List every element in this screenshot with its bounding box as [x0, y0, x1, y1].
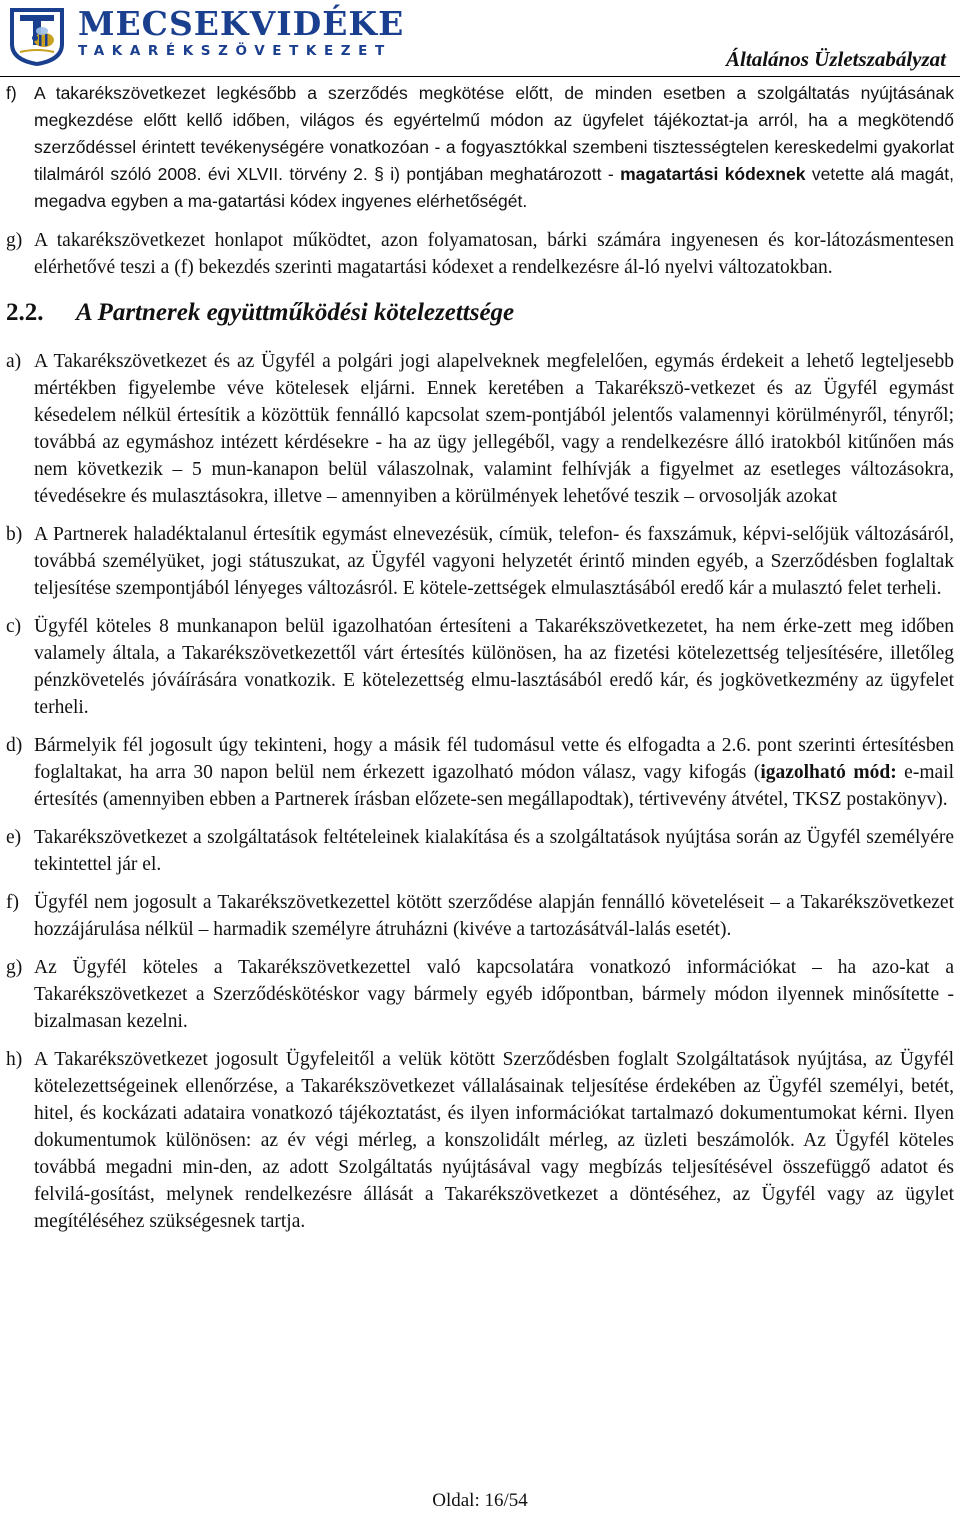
paragraph-text: Ügyfél köteles 8 munkanapon belül igazolhatóan értesíteni a Takarékszövetkezetet, ha nem érke-zett meg időben valamely általa, a Takarékszövetkezettől várt értesítés különösen, ha az fizetési kötelezettség teljesítésére, illetőleg pénzkövetelés jóváírására vonatkozik. E kötelezettség elmu-lasztásából eredő kár, és jogkövetkezmény az ügyfelet terheli. [34, 616, 954, 718]
brand-subtitle: TAKARÉKSZÖVETKEZET [78, 43, 392, 59]
paragraph-e [0, 824, 960, 878]
item-label: h) [6, 1049, 23, 1070]
paragraph-text: Ügyfél nem jogosult a Takarékszövetkezettel kötött szerződése alapján fennálló követeléseit – a Takarékszövetkezet hozzájárulása nélkül – harmadik személyre átruházni (kivéve a tartozásátvál-lalás esetét). [34, 892, 954, 940]
paragraph-b [0, 521, 960, 602]
paragraph-text: e-mail értesítés (amennyiben ebben a Partnerek írásban előzete-sen megállapodtak), tértivevény átvétel, TKSZ postakönyv). [34, 762, 954, 810]
paragraph-text: A takarékszövetkezet honlapot működtet, azon folyamatosan, bárki számára ingyenesen és kor-látozásmentesen elérhetővé teszi a (f) bekezdés szerinti magatartási kódexet a rendelkezésre ál-ló nyelvi változatokban. [34, 230, 954, 278]
item-label: g) [6, 957, 23, 978]
section-heading [6, 298, 960, 328]
paragraph-text: Takarékszövetkezet a szolgáltatások feltételeinek kialakítása és a szolgáltatások nyújtása során az Ügyfél személyére tekintettel jár el. [34, 827, 954, 875]
paragraph-f-code-of-conduct [0, 80, 960, 215]
brand-name: MECSEKVIDÉKE [78, 4, 405, 43]
paragraph-text: vetette alá magát, megadva egyben a ma-gatartási kódex ingyenes elérhetőségét. [34, 164, 954, 211]
paragraph-h [0, 1046, 960, 1235]
bold-term: igazolható mód: [760, 762, 897, 783]
paragraph-a [0, 348, 960, 510]
paragraph-text: Bármelyik fél jogosult úgy tekinteni, hogy a másik fél tudomásul vette és elfogadta a 2.6. pont szerinti értesítésben foglaltakat, ha arra 30 napon belül nem érkezett igazolható módon válasz, vagy kifogás ( [34, 735, 954, 783]
page-header [0, 0, 960, 78]
header-divider [0, 76, 960, 77]
paragraph-text: Az Ügyfél köteles a Takarékszövetkezettel való kapcsolatára vonatkozó információkat – ha azo-kat a Takarékszövetkezet a Szerződéskötéskor vagy bármely egyéb időpontban, bármely módon ilyennek minősítette - bizalmasan kezelni. [34, 957, 954, 1032]
paragraph-text: A Partnerek haladéktalanul értesítik egymást elnevezésük, címük, telefon- és faxszámuk, képvi-selőjük változásáról, továbbá személyüket, jogi státuszukat, az Ügyfél vagyoni helyzetét érintő minden egyéb, a Szerződésben foglaltak teljesítése szempontjából lényeges változásról. E kötele-zettségek elmulasztásából eredő kár a mulasztó felet terheli. [34, 524, 954, 599]
paragraph-text: A Takarékszövetkezet jogosult Ügyfeleitől a velük kötött Szerződésben foglalt Szolgáltatások nyújtása, az Ügyfél kötelezettségeinek ellenőrzése, a Takarékszövetkezet vállalásainak teljesítése érdekében az Ügyfél személyi, betét, hitel, és kockázati adataira vonatkozó tájékoztatást, és ilyen információkat tartalmazó dokumentumokat kérni. Ilyen dokumentumok különösen: az év végi mérleg, a konszolidált mérleg, az üzleti beszámolók. Az Ügyfél köteles továbbá megadni min-den, az adott Szolgáltatás nyújtásával vagy megbízás teljesítésével összefüggő adatot és felvilá-gosítást, melynek rendelkezésre állását a Takarékszövetkezet a döntéséhez, az Ügyfél vagy az ügylet megítéléséhez szükségesnek tartja. [34, 1049, 954, 1232]
brand [78, 6, 404, 59]
item-label: e) [6, 827, 22, 848]
paragraph-g [0, 954, 960, 1035]
paragraph-d [0, 732, 960, 813]
item-label: g) [6, 230, 23, 251]
paragraph-g-website [0, 227, 960, 281]
document-body [0, 80, 960, 1235]
item-label: b) [6, 524, 23, 545]
item-label: d) [6, 735, 23, 756]
section-number: 2.2. [6, 299, 44, 326]
paragraph-text: A Takarékszövetkezet és az Ügyfél a polgári jogi alapelveknek megfelelően, egymás érdekeit a lehető legteljesebb mértékben figyelembe véve kötelesek eljárni. Ennek keretében a Takarékszö-vetkezet és az Ügyfél egymást késedelem nélkül értesítik a közöttük fennálló kapcsolat szem-pontjából jelentős valamennyi körülményről, tényről; továbbá az egymáshoz intézett kérdésekre - ha az ügy jellegéből, vagy a rendelkezésre álló iratokból kitűnően más nem következik – 5 mun-kanapon belül válaszolnak, valamint felhívják a figyelmet az esetleges változásokra, tévedésekre és mulasztásokra, illetve – amennyiben a körülmények lehetővé teszik – orvosolják azokat [34, 351, 954, 507]
page-number: Oldal: 16/54 [432, 1490, 528, 1511]
item-label: c) [6, 616, 22, 637]
bold-term: magatartási kódexnek [620, 164, 806, 184]
document-title: Általános Üzletszabályzat [726, 47, 946, 71]
paragraph-f [0, 889, 960, 943]
section-title: A Partnerek együttműködési kötelezettsége [76, 299, 515, 326]
item-label: f) [6, 83, 17, 103]
item-label: a) [6, 351, 22, 372]
bee-logo-icon [6, 4, 68, 68]
item-label: f) [6, 892, 19, 913]
paragraph-text: A takarékszövetkezet legkésőbb a szerződés megkötése előtt, de minden esetben a szolgáltatás nyújtásának megkezdése előtt kellő időben, világos és egyértelmű módon az ügyfelet tájékoztat-ja arról, ha a megkötendő szerződéssel érintett tevékenységére vonatkozóan - a fogyasztókkal szembeni tisztességtelen kereskedelmi gyakorlat tilalmáról szóló 2008. évi XLVII. törvény 2. § i) pontjában meghatározott - [34, 83, 954, 184]
paragraph-c [0, 613, 960, 721]
